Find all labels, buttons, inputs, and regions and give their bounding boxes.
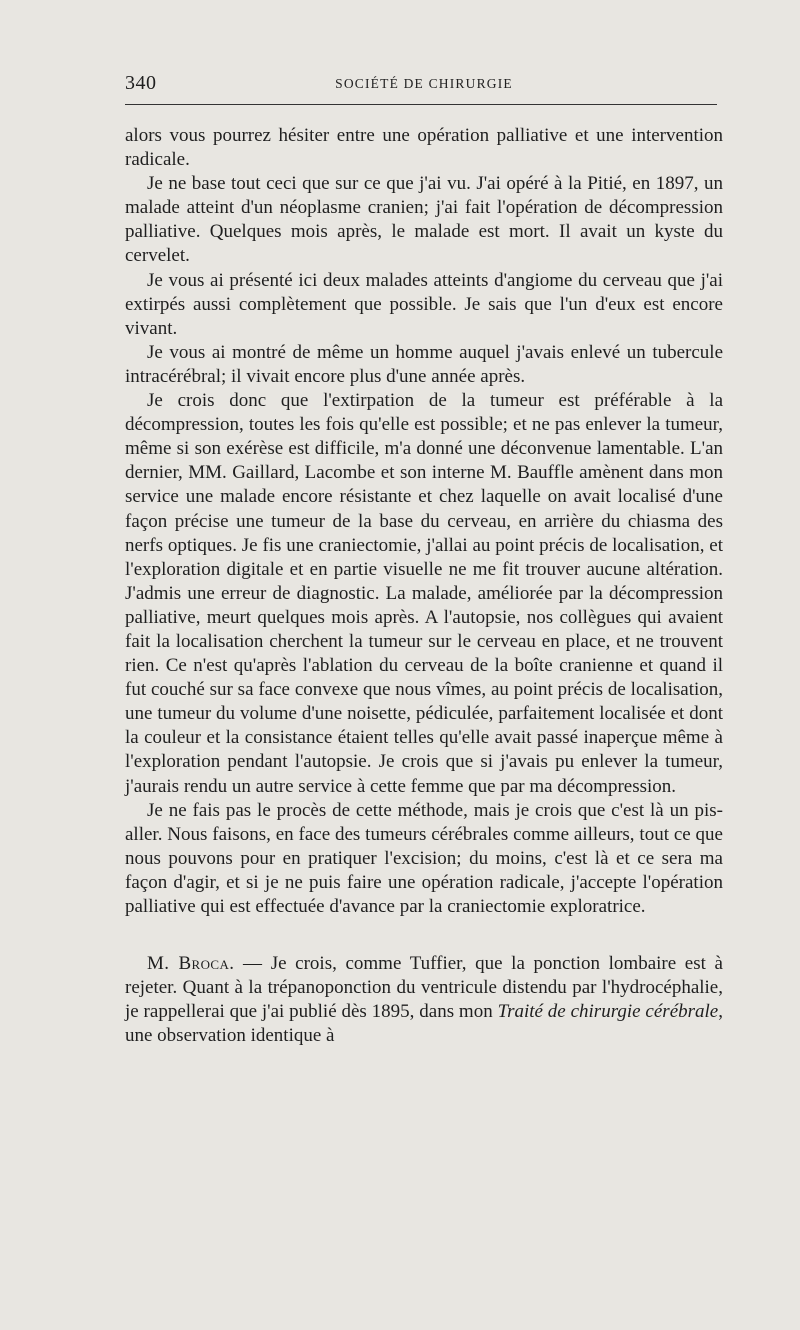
paragraph: Je vous ai montré de même un homme auquel j'avais enlevé un tubercule intracérébral; il vivait encore plus d'une année après. xyxy=(125,341,723,387)
paragraph-gap xyxy=(125,919,723,952)
paragraph: alors vous pourrez hésiter entre une opération palliative et une intervention radicale. xyxy=(125,125,723,171)
page-number: 340 xyxy=(125,72,157,94)
running-title: SOCIÉTÉ DE CHIRURGIE xyxy=(335,76,513,91)
paragraph: Je vous ai présenté ici deux malades atteints d'angiome du cerveau que j'ai extirpés aussi complètement que possible. Je sais que l'un d'eux est encore vivant. xyxy=(125,269,723,339)
speaker-name: M. Broca. xyxy=(147,953,235,975)
broca-paragraph xyxy=(125,952,723,1048)
header-rule xyxy=(125,104,717,105)
broca-text-start: — Je crois, comme Tuffier, que la ponction lombaire est à rejeter. Quant à la trépanoponction du ventricule distendu par l'hydrocéphalie, je rappellerai que j'ai publié dès 1895, dans mon xyxy=(125,953,723,1023)
paragraph: Je ne base tout ceci que sur ce que j'ai vu. J'ai opéré à la Pitié, en 1897, un malade atteint d'un néoplasme cranien; j'ai fait l'opération de décompression palliative. Quelques mois après, le malade est mort. Il avait un kyste du cervelet. xyxy=(125,173,723,267)
broca-text-end: , une observation identique à xyxy=(125,1001,723,1047)
book-title: Traité de chirurgie cérébrale xyxy=(497,1001,719,1023)
paragraph: Je crois donc que l'extirpation de la tumeur est préférable à la décompression, toutes les fois qu'elle est possible; et ne pas enlever la tumeur, même si son exérèse est difficile, m'a donné une déconvenue lamentable. L'an dernier, MM. Gaillard, Lacombe et son interne M. Bauffle amènent dans mon service une malade encore résistante et chez laquelle on avait localisé d'une façon précise une tumeur de la base du cerveau, en arrière du chiasma des nerfs optiques. Je fis une craniectomie, j'allai au point précis de localisation, et l'exploration digitale et en partie visuelle ne me fit trouver aucune altération. J'admis une erreur de diagnostic. La malade, améliorée par la décompression palliative, meurt quelques mois après. A l'autopsie, nos collègues qui avaient fait la localisation cherchent la tumeur sur le cerveau en place, et ne trouvent rien. Ce n'est qu'après l'ablation du cerveau de la boîte cranienne et quand il fut couché sur sa face convexe que nous vîmes, au point précis de localisation, une tumeur du volume d'une noisette, pédiculée, parfaitement localisée et dont la couleur et la consistance étaient telles qu'elle avait passé inaperçue même à l'exploration pendant l'autopsie. Je crois que si j'avais pu enlever la tumeur, j'aurais rendu un autre service à cette femme que par ma décompression. xyxy=(125,390,723,797)
page-header xyxy=(125,72,723,98)
body-text xyxy=(125,124,723,1048)
paragraph: Je ne fais pas le procès de cette méthode, mais je crois que c'est là un pis-aller. Nous faisons, en face des tumeurs cérébrales comme ailleurs, tout ce que nous pouvons pour en pratiquer l'excision; du moins, c'est là et ce sera ma façon d'agir, et si je ne puis faire une opération radicale, j'accepte l'opération palliative qui est effectuée d'avance par la craniectomie exploratrice. xyxy=(125,799,723,917)
